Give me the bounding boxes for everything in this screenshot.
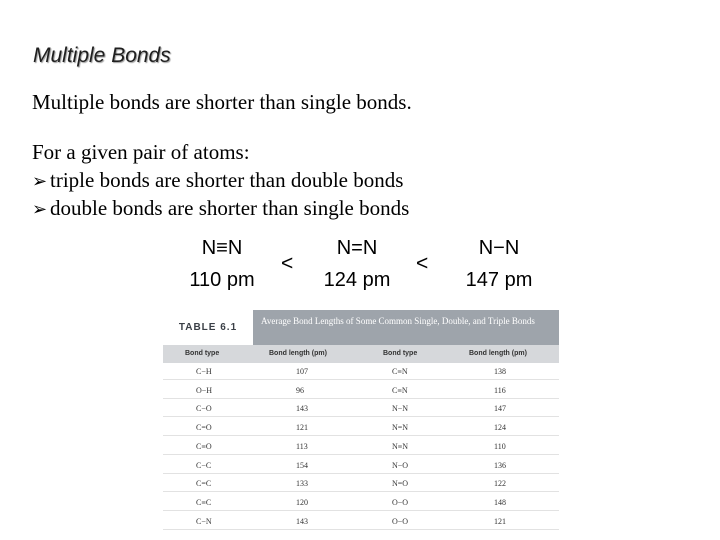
table-row [163, 363, 559, 380]
table-cell: O−O [392, 516, 409, 526]
table-cell: 124 [494, 423, 506, 433]
table-column-headers [163, 345, 559, 363]
table-cell: O−O [392, 497, 409, 507]
table-cell: 154 [296, 460, 308, 470]
table-cell: C≡O [196, 441, 212, 451]
table-caption: Average Bond Lengths of Some Common Single, Double, and Triple Bonds [261, 316, 535, 326]
table-header-bar [163, 310, 559, 345]
table-row [163, 475, 559, 492]
table-cell: 136 [494, 460, 506, 470]
table-number: TABLE 6.1 [163, 310, 253, 345]
bond-triple [176, 232, 268, 296]
bond-length: 147 pm [465, 269, 533, 291]
column-header: Bond type [383, 350, 418, 357]
table-cell: 143 [296, 516, 308, 526]
bond-length: 124 pm [323, 269, 391, 291]
table-cell: 110 [494, 441, 506, 451]
table-row [163, 419, 559, 436]
table-cell: N≡N [392, 441, 409, 451]
table-cell: N−N [392, 404, 409, 414]
column-header: Bond length (pm) [269, 350, 327, 357]
table-cell: 121 [494, 516, 506, 526]
row-divider [163, 435, 559, 436]
table-cell: C−C [196, 460, 212, 470]
table-row [163, 382, 559, 399]
table-cell: N−O [392, 460, 409, 470]
row-divider [163, 529, 559, 530]
table-cell: 116 [494, 385, 506, 395]
bond-formula: N−N [478, 237, 520, 259]
table-cell: 147 [494, 404, 506, 414]
bond-double [311, 232, 403, 296]
bullet-text: double bonds are shorter than single bonds [50, 196, 410, 220]
table-cell: C=C [196, 479, 212, 489]
bond-formula: N=N [336, 237, 378, 259]
arrow-bullet-icon: ➢ [32, 171, 48, 192]
table-cell: C=O [196, 423, 212, 433]
row-divider [163, 510, 559, 511]
table-row [163, 438, 559, 455]
bullet-item [32, 196, 409, 221]
table-cell: N=O [392, 479, 409, 489]
row-divider [163, 379, 559, 380]
bond-formula: N≡N [201, 237, 243, 259]
table-cell: O−H [196, 385, 213, 395]
row-divider [163, 454, 559, 455]
table-row [163, 400, 559, 417]
bullet-text: triple bonds are shorter than double bonds [50, 168, 404, 192]
table-cell: C≡N [392, 385, 408, 395]
column-header: Bond length (pm) [469, 350, 527, 357]
table-cell: C≡C [196, 497, 212, 507]
table-row [163, 494, 559, 511]
table-cell: C−O [196, 404, 212, 414]
intro-statement: Multiple bonds are shorter than single bonds. [32, 90, 412, 114]
less-than-sign: < [416, 252, 429, 275]
arrow-bullet-icon: ➢ [32, 199, 48, 220]
table-cell: C−H [196, 367, 212, 376]
row-divider [163, 416, 559, 417]
table-cell: 138 [494, 367, 506, 376]
bond-length-table [163, 310, 559, 532]
table-cell: N=N [392, 423, 409, 433]
table-cell: C≡N [392, 367, 408, 376]
table-cell: 120 [296, 497, 308, 507]
row-divider [163, 491, 559, 492]
table-cell: 96 [296, 385, 304, 395]
table-cell: 143 [296, 404, 308, 414]
table-cell: 121 [296, 423, 308, 433]
table-cell: 107 [296, 367, 308, 376]
bond-single [453, 232, 545, 296]
pair-statement: For a given pair of atoms: [32, 140, 250, 164]
slide-title: Multiple Bonds [33, 44, 171, 67]
table-row [163, 457, 559, 474]
table-row [163, 513, 559, 530]
column-header: Bond type [185, 350, 220, 357]
table-cell: 122 [494, 479, 506, 489]
bond-length: 110 pm [189, 269, 255, 291]
table-cell: 133 [296, 479, 308, 489]
table-cell: 113 [296, 441, 308, 451]
bullet-item [32, 168, 403, 193]
table-cell: 148 [494, 497, 506, 507]
less-than-sign: < [281, 252, 294, 275]
row-divider [163, 473, 559, 474]
row-divider [163, 398, 559, 399]
table-cell: C−N [196, 516, 212, 526]
